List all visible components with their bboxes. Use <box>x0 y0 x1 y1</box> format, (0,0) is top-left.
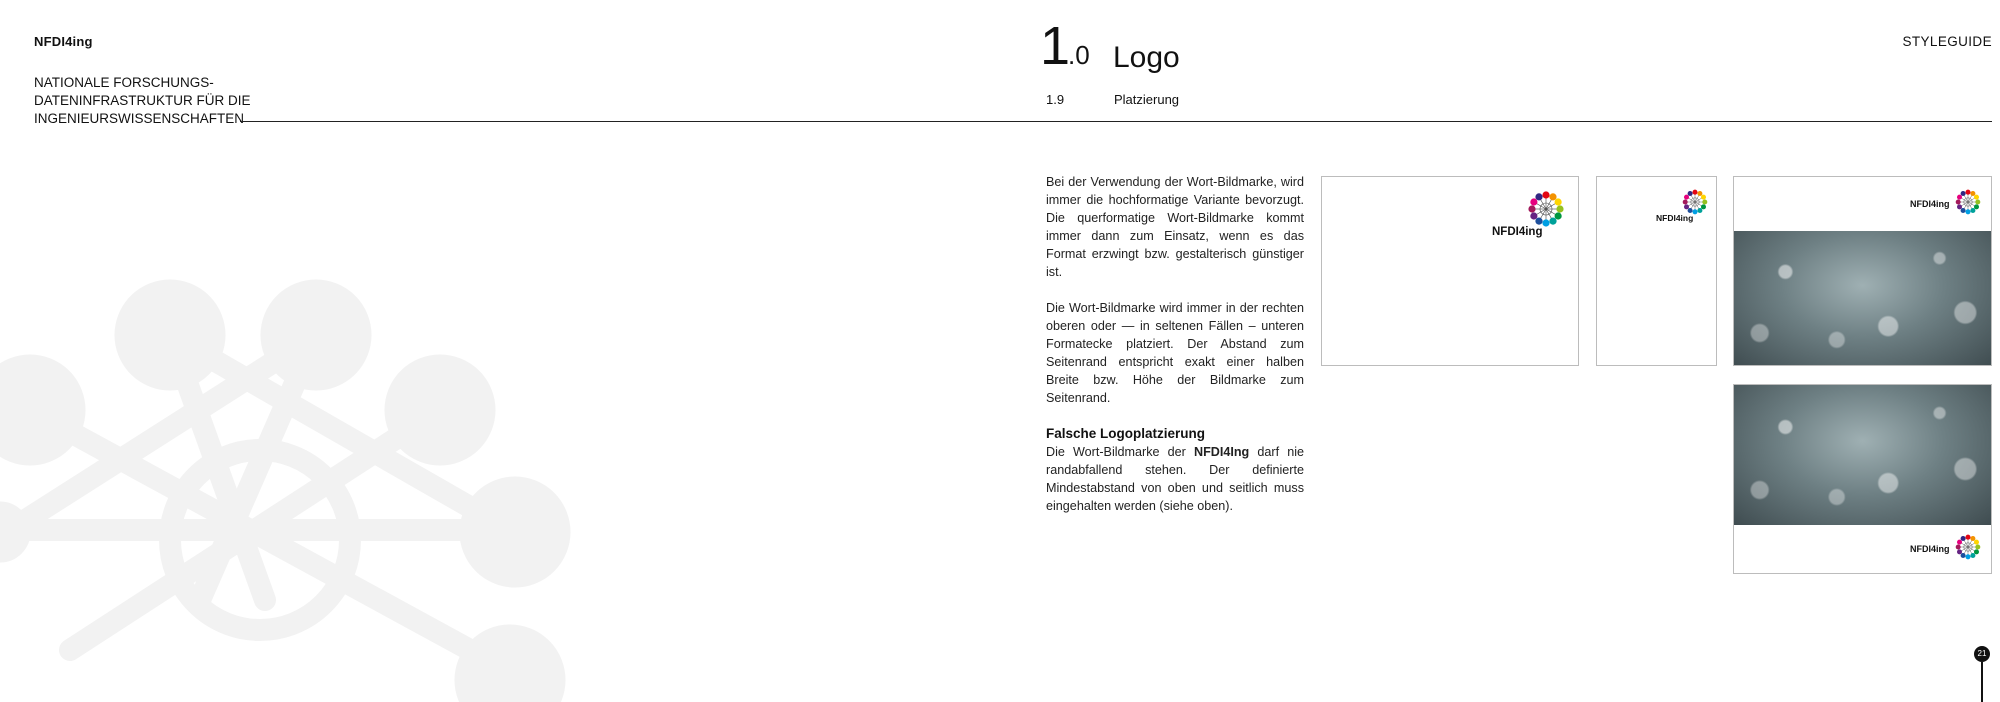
logo-dot <box>1684 204 1689 209</box>
logo-dot <box>1701 195 1706 200</box>
logo-dot <box>1970 191 1975 196</box>
paragraph-wrong-placement <box>1046 443 1304 515</box>
logo-dot <box>1970 553 1975 558</box>
logo-dot <box>1961 191 1966 196</box>
header-rule <box>240 121 1992 122</box>
org-line-1: NATIONALE FORSCHUNGS- <box>34 75 214 90</box>
logo-dot <box>1975 199 1980 204</box>
logo-dot <box>1697 208 1702 213</box>
logo-dot <box>1956 199 1961 204</box>
logo-flower-icon <box>1954 533 1982 561</box>
logo-watermark-icon <box>0 270 580 702</box>
paragraph-wrong-placement-start: Die Wort-Bildmarke der <box>1046 445 1194 459</box>
logo-dot <box>1535 218 1542 225</box>
page-marker-line <box>1981 662 1983 702</box>
logo-dot <box>1535 193 1542 200</box>
logo-dot <box>1957 204 1962 209</box>
example-portrait-logo-label: NFDI4ing <box>1656 213 1694 223</box>
logo-dot <box>1965 209 1970 214</box>
logo-dot <box>1957 549 1962 554</box>
logo-dot <box>1975 544 1980 549</box>
logo-dot <box>1974 540 1979 545</box>
brand-inline: NFDI4Ing <box>1193 445 1250 459</box>
page-number: 21 <box>1974 646 1990 662</box>
logo-dot <box>1965 554 1970 559</box>
logo-flower-icon <box>1681 188 1709 216</box>
logo-dot <box>1956 544 1961 549</box>
logo-dot <box>1957 195 1962 200</box>
logo-dot <box>1974 204 1979 209</box>
logo-dot <box>1961 536 1966 541</box>
example-photo-top-logo-label: NFDI4ing <box>1910 199 1950 209</box>
example-landscape-logo-label: NFDI4ing <box>1492 226 1543 238</box>
logo-dot <box>1970 208 1975 213</box>
chapter-number <box>1040 14 1090 87</box>
paragraph-preferred-variant: Bei der Verwendung der Wort-Bildmarke, wird immer die hochformatige Variante bevorzugt. Die querformatige Wort-Bildmarke kommt immer dann zum Einsatz, wenn es das Format erzwingt bzw. gestalterisch günstiger ist. <box>1046 175 1304 279</box>
logo-dot <box>1555 212 1562 219</box>
photo-bokeh <box>1734 231 1991 366</box>
logo-dot <box>1549 193 1556 200</box>
chapter-number-main: 1 <box>1040 16 1069 76</box>
logo-dot <box>1961 208 1966 213</box>
brand-name: NFDI4ing <box>34 34 93 49</box>
chapter-title: Logo <box>1113 41 1180 74</box>
chapter-number-sub: .0 <box>1068 40 1090 70</box>
paragraph-wrong-placement-end: darf nie randabfallend stehen. Der definierte Mindestabstand von oben und seitlich muss eingehalten werden (siehe oben). <box>1046 445 1304 513</box>
example-photo-bottom-logo-label: NFDI4ing <box>1910 544 1950 554</box>
logo-dot <box>1974 195 1979 200</box>
heading-wrong-placement: Falsche Logoplatzierung <box>1046 426 1206 441</box>
logo-dot <box>1683 199 1688 204</box>
photo-bokeh <box>1734 385 1991 525</box>
logo-flower-icon <box>1526 189 1566 229</box>
org-line-3: INGENIEURSWISSENSCHAFTEN <box>34 111 245 126</box>
organization-name <box>34 74 274 128</box>
logo-dot <box>1556 205 1563 212</box>
logo-dot <box>1528 205 1535 212</box>
org-line-2: DATENINFRASTRUKTUR FÜR DIE <box>34 93 251 108</box>
example-landscape-frame <box>1321 176 1579 366</box>
styleguide-label: STYLEGUIDE <box>1902 34 1992 49</box>
logo-dot <box>1974 549 1979 554</box>
section-title: Platzierung <box>1114 92 1180 107</box>
example-portrait-frame <box>1596 176 1717 366</box>
logo-dot <box>1692 190 1697 195</box>
logo-flower-icon <box>1954 188 1982 216</box>
example-photo-top-frame <box>1733 176 1992 366</box>
section-number: 1.9 <box>1046 92 1065 107</box>
body-text <box>1046 173 1304 533</box>
example-photo-bottom-frame <box>1733 384 1992 574</box>
logo-dot <box>1530 198 1537 205</box>
logo-dot <box>1697 191 1702 196</box>
logo-dot <box>1961 553 1966 558</box>
logo-dot <box>1970 536 1975 541</box>
paragraph-placement: Die Wort-Bildmarke wird immer in der rechten oberen oder — in seltenen Fällen – unteren Formatecke platziert. Der Abstand zum Seitenrand entspricht exakt einer halben Breite bzw. Höhe der Bildmarke zum Seitenrand. <box>1046 301 1304 405</box>
logo-dot <box>1701 204 1706 209</box>
logo-dot <box>1965 535 1970 540</box>
logo-dot <box>1542 191 1549 198</box>
logo-dot <box>1549 218 1556 225</box>
logo-dot <box>1684 195 1689 200</box>
logo-dot <box>1702 199 1707 204</box>
logo-dot <box>1542 219 1549 226</box>
logo-dot <box>1688 191 1693 196</box>
logo-dot <box>1957 540 1962 545</box>
logo-dot <box>1530 212 1537 219</box>
logo-dot <box>1965 190 1970 195</box>
logo-dot <box>1555 198 1562 205</box>
